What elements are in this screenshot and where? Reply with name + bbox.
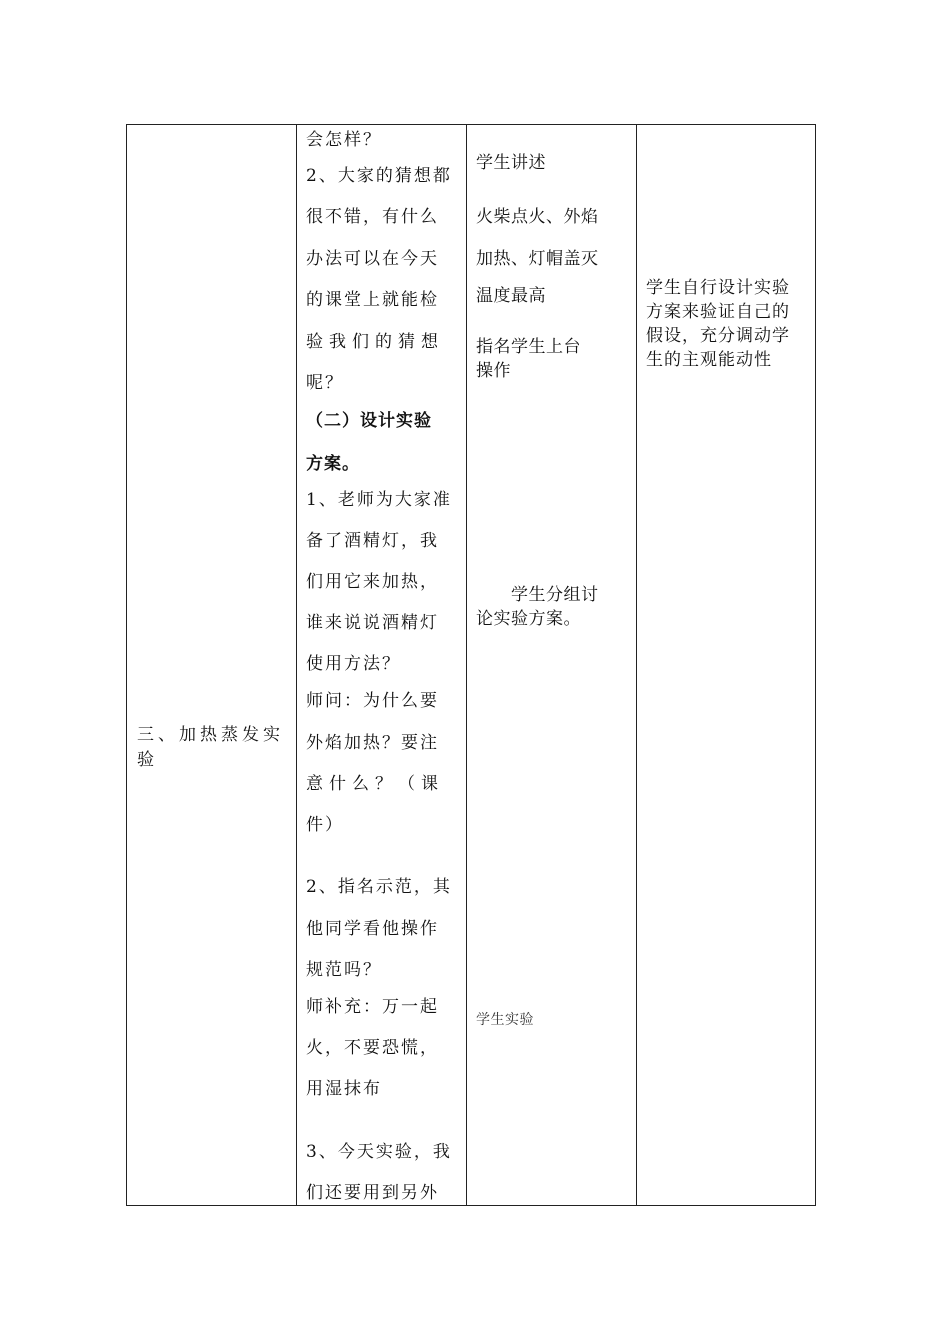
intent-line: 方案来验证自己的 [646,302,790,322]
student-line: 学生分组讨 [511,585,599,605]
teacher-line: 他同学看他操作 [306,919,439,939]
teacher-line: 办法可以在今天 [306,249,439,269]
teacher-line: 师问：为什么要 [306,691,439,711]
teacher-line: 意什么？（课 [306,774,444,794]
design-intent-cell [637,125,815,1205]
teacher-line: 们用它来加热， [306,572,439,592]
section-heading: （二）设计实验 [306,411,432,431]
intent-line: 生的主观能动性 [646,350,772,370]
teacher-line: 件） [306,815,344,835]
student-line: 学生讲述 [476,153,546,173]
teacher-line: 很不错，有什么 [306,207,439,227]
teacher-line: 们还要用到另外 [306,1183,439,1203]
teacher-activity-cell [297,125,466,1205]
student-line: 火柴点火、外焰 [476,207,599,227]
section-heading: 方案。 [306,454,360,474]
lesson-plan-table [126,124,816,1206]
student-line: 温度最高 [476,286,546,306]
stage-line: 验 [137,750,158,770]
teacher-line: 谁来说说酒精灯 [306,613,439,633]
student-line: 指名学生上台 [476,337,581,357]
teacher-line: 备了酒精灯，我 [306,531,439,551]
student-line: 论实验方案。 [476,609,581,629]
teacher-line: 火，不要恐慌， [306,1038,439,1058]
teacher-line: 2、大家的猜想都 [306,166,452,186]
student-line: 加热、灯帽盖灭 [476,249,599,269]
student-line: 学生实验 [476,1012,534,1028]
teacher-line: 1、老师为大家准 [306,490,452,510]
stage-line: 三、加热蒸发实 [137,725,284,745]
student-line: 操作 [476,361,511,381]
intent-line: 学生自行设计实验 [646,278,790,298]
teacher-line: 用湿抹布 [306,1079,382,1099]
student-activity-cell [467,125,636,1205]
teacher-line: 3、今天实验，我 [306,1142,452,1162]
teacher-line: 呢？ [306,373,344,393]
teacher-line: 2、指名示范，其 [306,877,452,897]
stage-cell [127,125,296,1205]
teacher-line: 会怎样？ [306,130,382,150]
teacher-line: 的课堂上就能检 [306,290,439,310]
teacher-line: 师补充：万一起 [306,997,439,1017]
teacher-line: 验我们的猜想 [306,332,444,352]
teacher-line: 使用方法？ [306,654,401,674]
teacher-line: 规范吗？ [306,960,382,980]
intent-line: 假设，充分调动学 [646,326,790,346]
teacher-line: 外焰加热？要注 [306,733,439,753]
